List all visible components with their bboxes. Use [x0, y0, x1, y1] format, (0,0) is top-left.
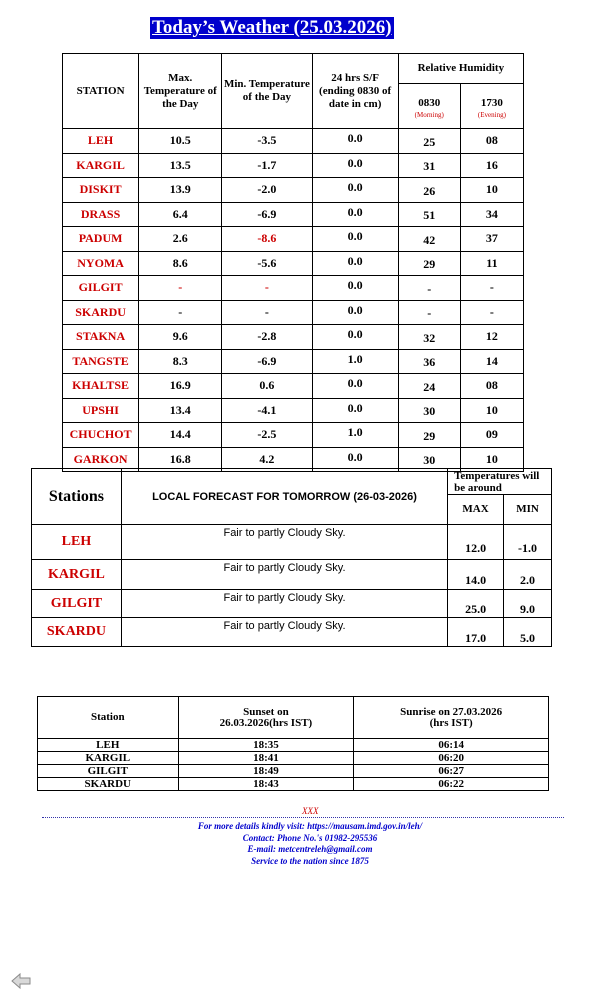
min-temp: -5.6: [222, 251, 312, 276]
forecast-row: [32, 618, 552, 647]
max-temp: 6.4: [139, 202, 222, 227]
sun-station: LEH: [38, 739, 179, 752]
header-snowfall: 24 hrs S/F (ending 0830 of date in cm): [312, 54, 398, 129]
humidity-evening: 11: [460, 251, 523, 276]
humidity-evening: 14: [460, 349, 523, 374]
sun-row: [38, 739, 549, 752]
humidity-morning: 42: [398, 227, 460, 252]
header-sunrise: Sunrise on 27.03.2026 (hrs IST): [354, 697, 549, 739]
humidity-morning: 29: [398, 423, 460, 448]
humidity-evening: 34: [460, 202, 523, 227]
separator-text: XXX: [302, 806, 319, 816]
humidity-morning: 51: [398, 202, 460, 227]
min-temp: -1.7: [222, 153, 312, 178]
evening-label: (Evening): [477, 111, 506, 119]
header-fc-min: MIN: [504, 495, 552, 525]
footer-contact: Contact: Phone No.'s 01982-295536: [242, 832, 378, 843]
humidity-evening: -: [460, 276, 523, 301]
sunrise-time: 06:14: [354, 739, 549, 752]
page-title: Today’s Weather (25.03.2026): [152, 17, 392, 38]
snowfall: 0.0: [312, 276, 398, 301]
humidity-evening: 10: [460, 398, 523, 423]
sun-station: KARGIL: [38, 752, 179, 765]
min-temp: -6.9: [222, 349, 312, 374]
table-row: [63, 423, 524, 448]
snowfall: 0.0: [312, 325, 398, 350]
sunset-time: 18:41: [178, 752, 354, 765]
forecast-max: 17.0: [448, 618, 504, 647]
forecast-min: 2.0: [504, 560, 552, 590]
station-name: DISKIT: [63, 178, 139, 203]
station-name: SKARDU: [63, 300, 139, 325]
table-row: [63, 178, 524, 203]
table-row: [63, 276, 524, 301]
header-morning: [398, 84, 460, 129]
max-temp: 14.4: [139, 423, 222, 448]
humidity-evening: 09: [460, 423, 523, 448]
footer-service: Service to the nation since 1875: [251, 855, 369, 866]
forecast-text: Fair to partly Cloudy Sky.: [121, 590, 447, 618]
station-name: KARGIL: [63, 153, 139, 178]
humidity-morning: -: [398, 300, 460, 325]
humidity-morning: 30: [398, 398, 460, 423]
humidity-morning: 29: [398, 251, 460, 276]
forecast-max: 12.0: [448, 525, 504, 560]
max-temp: 16.8: [139, 447, 222, 472]
footer-visit: For more details kindly visit: https://mausam.imd.gov.in/leh/: [197, 821, 423, 831]
forecast-text: Fair to partly Cloudy Sky.: [121, 525, 447, 560]
table-row: [63, 202, 524, 227]
forecast-max: 14.0: [448, 560, 504, 590]
humidity-evening: 08: [460, 129, 523, 154]
humidity-morning: 25: [398, 129, 460, 154]
min-temp: -: [222, 276, 312, 301]
table-row: [63, 325, 524, 350]
table-row: [63, 251, 524, 276]
header-sun-station: Station: [38, 697, 179, 739]
sun-table: [37, 696, 549, 791]
max-temp: 9.6: [139, 325, 222, 350]
humidity-evening: 37: [460, 227, 523, 252]
forecast-text: Fair to partly Cloudy Sky.: [121, 618, 447, 647]
header-sunset: Sunset on 26.03.2026(hrs IST): [178, 697, 354, 739]
snowfall: 0.0: [312, 447, 398, 472]
sun-station: GILGIT: [38, 765, 179, 778]
evening-time: 1730: [480, 97, 503, 109]
table-row: [63, 153, 524, 178]
forecast-max: 25.0: [448, 590, 504, 618]
forecast-station: KARGIL: [32, 560, 122, 590]
min-temp: 0.6: [222, 374, 312, 399]
min-temp: -2.8: [222, 325, 312, 350]
station-name: GARKON: [63, 447, 139, 472]
header-stations: Stations: [32, 469, 122, 525]
morning-label: (Morning): [414, 111, 444, 119]
sun-row: [38, 778, 549, 791]
footer: [150, 821, 470, 867]
header-max-temp: Max. Temperature of the Day: [139, 54, 222, 129]
humidity-morning: 26: [398, 178, 460, 203]
sunset-time: 18:49: [178, 765, 354, 778]
max-temp: 8.6: [139, 251, 222, 276]
sunrise-time: 06:22: [354, 778, 549, 791]
morning-time: 0830: [418, 97, 441, 109]
min-temp: 4.2: [222, 447, 312, 472]
station-name: LEH: [63, 129, 139, 154]
station-name: KHALTSE: [63, 374, 139, 399]
humidity-evening: -: [460, 300, 523, 325]
snowfall: 0.0: [312, 300, 398, 325]
humidity-morning: 24: [398, 374, 460, 399]
station-name: NYOMA: [63, 251, 139, 276]
max-temp: 8.3: [139, 349, 222, 374]
snowfall: 0.0: [312, 178, 398, 203]
header-temps: Temperatures will be around: [448, 469, 552, 495]
sun-row: [38, 752, 549, 765]
forecast-text: Fair to partly Cloudy Sky.: [121, 560, 447, 590]
forecast-min: 5.0: [504, 618, 552, 647]
sun-row: [38, 765, 549, 778]
max-temp: 13.4: [139, 398, 222, 423]
min-temp: -4.1: [222, 398, 312, 423]
min-temp: -6.9: [222, 202, 312, 227]
sunrise-time: 06:27: [354, 765, 549, 778]
table-row: [63, 398, 524, 423]
table-row: [63, 300, 524, 325]
sunrise-time: 06:20: [354, 752, 549, 765]
station-name: STAKNA: [63, 325, 139, 350]
forecast-table: [31, 468, 552, 647]
header-humidity: Relative Humidity: [398, 54, 523, 84]
observations-table: [62, 53, 524, 472]
min-temp: -3.5: [222, 129, 312, 154]
forecast-station: SKARDU: [32, 618, 122, 647]
dotted-divider: [42, 817, 564, 818]
humidity-morning: 31: [398, 153, 460, 178]
header-local-forecast: LOCAL FORECAST FOR TOMORROW (26-03-2026): [121, 469, 447, 525]
max-temp: -: [139, 300, 222, 325]
forecast-min: 9.0: [504, 590, 552, 618]
snowfall: 0.0: [312, 398, 398, 423]
humidity-morning: 36: [398, 349, 460, 374]
snowfall: 0.0: [312, 227, 398, 252]
table-row: [63, 227, 524, 252]
max-temp: 13.5: [139, 153, 222, 178]
max-temp: 10.5: [139, 129, 222, 154]
forecast-station: GILGIT: [32, 590, 122, 618]
sunset-time: 18:35: [178, 739, 354, 752]
snowfall: 0.0: [312, 153, 398, 178]
snowfall: 1.0: [312, 349, 398, 374]
min-temp: -8.6: [222, 227, 312, 252]
header-fc-max: MAX: [448, 495, 504, 525]
min-temp: -2.0: [222, 178, 312, 203]
forecast-row: [32, 590, 552, 618]
sun-station: SKARDU: [38, 778, 179, 791]
snowfall: 0.0: [312, 129, 398, 154]
humidity-morning: 30: [398, 447, 460, 472]
forecast-row: [32, 525, 552, 560]
table-row: [63, 374, 524, 399]
humidity-evening: 10: [460, 178, 523, 203]
snowfall: 0.0: [312, 374, 398, 399]
footer-email: E-mail: metcentreleh@gmail.com: [247, 844, 373, 854]
station-name: PADUM: [63, 227, 139, 252]
snowfall: 0.0: [312, 202, 398, 227]
humidity-morning: 32: [398, 325, 460, 350]
humidity-evening: 12: [460, 325, 523, 350]
min-temp: -2.5: [222, 423, 312, 448]
forecast-row: [32, 560, 552, 590]
min-temp: -: [222, 300, 312, 325]
table-row: [63, 129, 524, 154]
station-name: UPSHI: [63, 398, 139, 423]
snowfall: 1.0: [312, 423, 398, 448]
header-evening: [460, 84, 523, 129]
snowfall: 0.0: [312, 251, 398, 276]
sunset-time: 18:43: [178, 778, 354, 791]
header-station: STATION: [63, 54, 139, 129]
station-name: GILGIT: [63, 276, 139, 301]
station-name: TANGSTE: [63, 349, 139, 374]
table-row: [63, 349, 524, 374]
max-temp: -: [139, 276, 222, 301]
humidity-evening: 16: [460, 153, 523, 178]
header-min-temp: Min. Temperature of the Day: [222, 54, 312, 129]
station-name: DRASS: [63, 202, 139, 227]
max-temp: 13.9: [139, 178, 222, 203]
humidity-evening: 08: [460, 374, 523, 399]
max-temp: 16.9: [139, 374, 222, 399]
forecast-station: LEH: [32, 525, 122, 560]
back-arrow-icon[interactable]: [10, 972, 32, 990]
forecast-min: -1.0: [504, 525, 552, 560]
humidity-morning: -: [398, 276, 460, 301]
humidity-evening: 10: [460, 447, 523, 472]
max-temp: 2.6: [139, 227, 222, 252]
station-name: CHUCHOT: [63, 423, 139, 448]
